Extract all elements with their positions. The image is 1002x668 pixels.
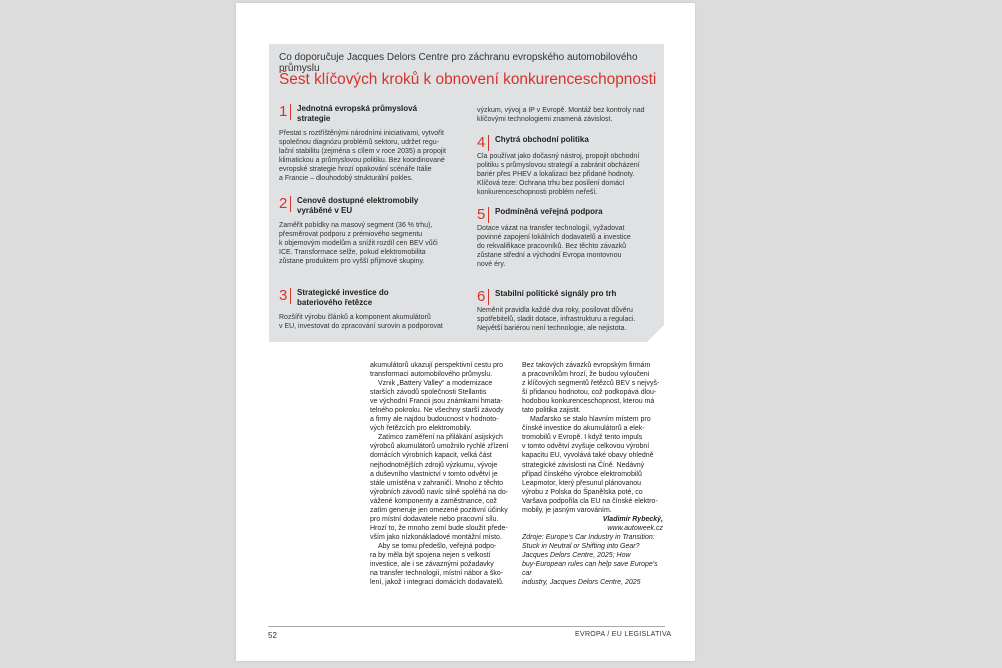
item-number: 4 xyxy=(477,135,489,151)
item-number: 3 xyxy=(279,288,291,304)
item-body: Zaměřit pobídky na masový segment (36 % trhu), přesměrovat podporu z prémiového segmentu k objemovým modelům a snížit rozdíl cen BEV vůči ICE. Transformace selže, pokud elektromobilita zůstane produktem pro vyšší příjmové skupiny. xyxy=(279,222,438,266)
article-paragraph: Aby se tomu předešlo, veřejná podpo- ra by měla být spojena nejen s velkostí investice, ale i se závaznými požadavky na transfer technologií, místní nábor a ško- lení, jakož i integraci domácích dodavatelů. xyxy=(370,542,504,587)
article-paragraph: akumulátorů ukazují perspektivní cestu pro transformaci automobilového průmyslu. xyxy=(370,362,504,379)
page-number: 52 xyxy=(268,631,277,640)
item-body: Dotace vázat na transfer technologií, vyžadovat povinné zapojení lokálních dodavatelů a investice do rekvalifikace pracovníků. Bez těchto závazků zůstane střední a východní Evropa montovnou nové éry. xyxy=(477,225,631,269)
section-label: EVROPA / EU LEGISLATIVA xyxy=(575,631,672,638)
sources-note: Zdroje: Europe's Car Industry in Transition: Stuck in Neutral or Shifting into Gear? Jacques Delors Centre, 2025; How buy-European rules can help save Europe's car industry, Jacques Delors Centre, 2025 xyxy=(522,533,658,587)
item-title: Strategické investice do bateriového řetězce xyxy=(297,288,389,307)
item-number: 2 xyxy=(279,196,291,212)
box-title: Šest klíčových kroků k obnovení konkurenceschopnosti xyxy=(279,71,657,88)
article-column-left xyxy=(370,361,509,587)
footer-divider xyxy=(268,626,665,627)
item-title: Podmíněná veřejná podpora xyxy=(495,207,603,216)
author-name: Vladimír Rybecký, xyxy=(602,515,663,523)
item-number: 6 xyxy=(477,289,489,305)
article-paragraph: Bez takových závazků evropským firmám a pracovníkům hrozí, že budou vyloučeni z klíčových segmentů řetězců BEV s nejvyš- ší přidanou hodnotou, což podkopává dlou- hodobou konkurenceschopnost, kterou má tato politika zajistit. xyxy=(522,362,660,415)
item-title: Cenově dostupné elektromobily vyráběné v EU xyxy=(297,196,419,215)
box-header: Co doporučuje Jacques Delors Centre pro záchranu evropského automobilového průmyslu xyxy=(279,52,638,74)
item-title: Jednotná evropská průmyslová strategie xyxy=(297,104,418,123)
item-body: Cla používat jako dočasný nástroj, propojit obchodní politiku s průmyslovou strategií a zabránit obcházení bariér přes PHEV a lokalizaci bez přidané hodnoty. Klíčová teze: Ochrana trhu bez posílení domácí konkurenceschopnosti problém neřeší. xyxy=(477,153,640,197)
article-paragraph: Maďarsko se stalo hlavním místem pro čínské investice do akumulátorů a elek- tromobilů v Evropě. I když tento impuls v tomto odvětví zvyšuje celkovou výrobní kapacitu EU, vyvolává také obavy ohledně strategické závislosti na Číně. Nedávný případ čínského výrobce elektromobilů Leapmotor, který přesunul plánovanou výrobu z Polska do Španělska poté, co Varšava podpořila cla EU na čínské elektro- mobily, je jasným varováním. xyxy=(522,416,658,514)
author-site: www.autoweek.cz xyxy=(607,524,663,532)
item-title: Chytrá obchodní politika xyxy=(495,135,589,144)
item-number: 5 xyxy=(477,207,489,223)
item-body: Rozšířit výrobu článků a komponent akumulátorů v EU, investovat do zpracování surovin a podporovat xyxy=(279,314,443,331)
item-number: 1 xyxy=(279,104,291,120)
article-paragraph: Zatímco zaměření na přilákání asijských výrobců akumulátorů umožnilo rychlé zřízení domácích výrobních kapacit, velká část nejhodnotnějších zdrojů výzkumu, vývoje a duševního vlastnictví v tomto odvětví je stále umístěna v zahraničí. Mnoho z těchto výrobních závodů navíc silně spoléhá na do- vážené komponenty a zaměstnance, což zatím generuje jen omezené pozitivní účinky pro místní dodavatele nebo pracovní sílu. Hrozí to, že mnoho zemí bude sloužit přede- vším jako nízkonákladové montážní místo. xyxy=(370,434,509,541)
article-column-right xyxy=(522,361,663,587)
item-3-continued: výzkum, vývoj a IP v Evropě. Montáž bez kontroly nad klíčovými technologiemi znamená závislost. xyxy=(477,107,645,124)
article-paragraph: Vznik „Battery Valley“ a modernizace starších závodů společnosti Stellantis ve východní Francii jsou známkami hmata- telného pokroku. Ne všechny starší závody a firmy ale najdou budoucnost v hodnoto- vých řetězcích pro elektromobily. xyxy=(370,380,504,433)
item-body: Neměnit pravidla každé dva roky, posilovat důvěru spotřebitelů, sladit dotace, infrastrukturu a regulaci. Největší bariérou není technologie, ale nejistota. xyxy=(477,307,636,333)
item-body: Přestat s roztříštěnými národními iniciativami, vytvořit společnou diagnózu problémů sektoru, udržet regu- lační stabilitu (zejména s cílem v roce 2035) a propojit klimatickou a průmyslovou politiku. Bez koordinované evropské strategie hrozí opakování scénáře Itálie a Francie – dlouhodobý strukturální pokles. xyxy=(279,130,446,183)
item-title: Stabilní politické signály pro trh xyxy=(495,289,617,298)
